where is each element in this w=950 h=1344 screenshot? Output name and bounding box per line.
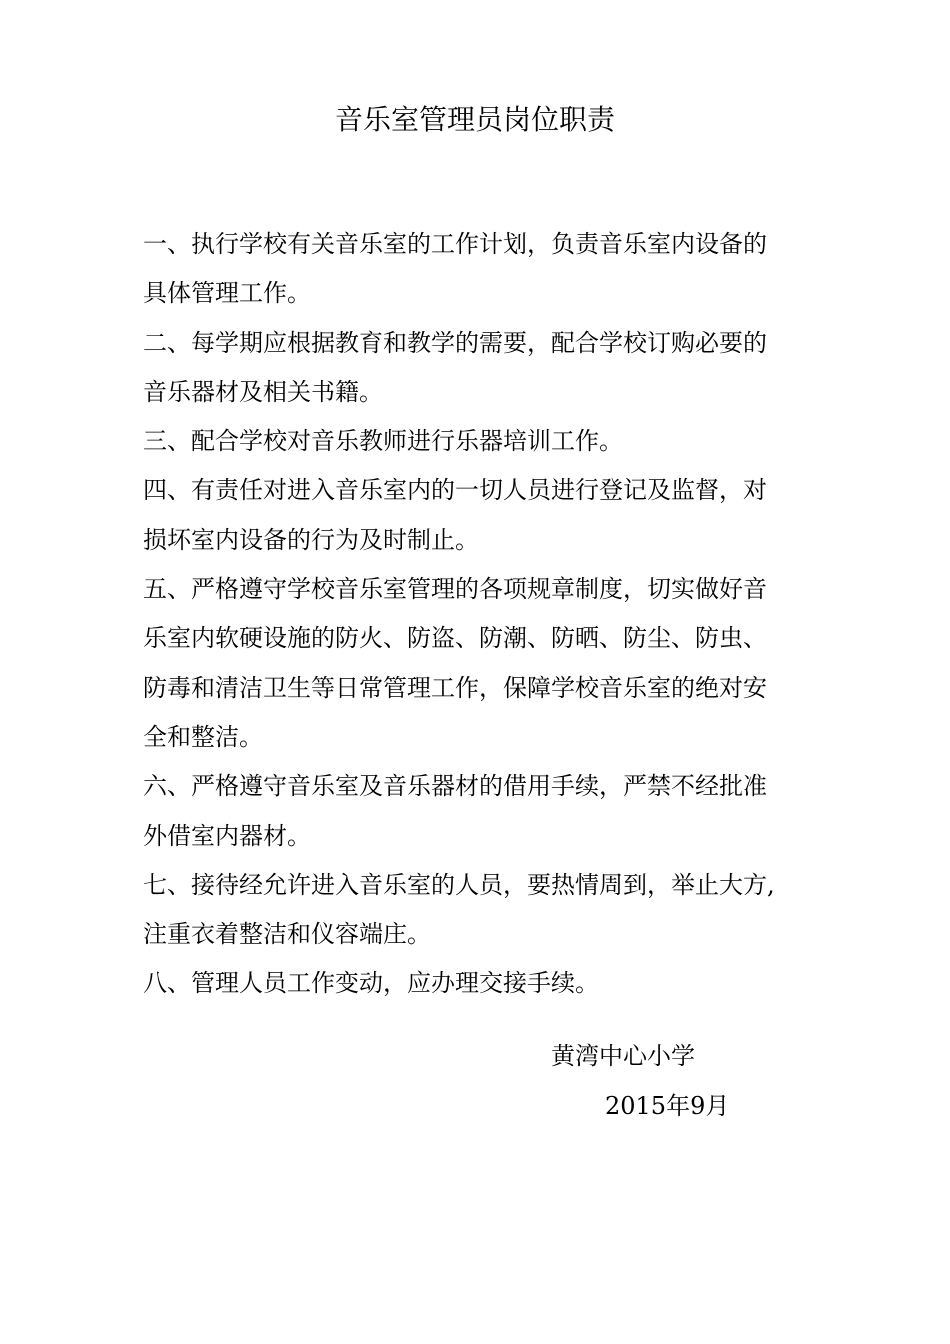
duty-item-3: 三、配合学校对音乐教师进行乐器培训工作。 (143, 427, 623, 456)
duty-item-6: 六、严格遵守音乐室及音乐器材的借用手续，严禁不经批准外借室内器材。 (143, 772, 767, 850)
duty-item-2: 二、每学期应根据教育和教学的需要，配合学校订购必要的音乐器材及相关书籍。 (143, 328, 767, 406)
duty-item-4: 四、有责任对进入音乐室内的一切人员进行登记及监督，对损坏室内设备的行为及时制止。 (143, 476, 767, 554)
document-title: 音乐室管理员岗位职责 (334, 103, 615, 136)
signature-date: 2015年9月 (605, 1092, 730, 1120)
document-body (143, 220, 783, 1009)
duty-item-7: 七、接待经允许进入音乐室的人员，要热情周到，举止大方,注重衣着整洁和仪容端庄。 (143, 870, 775, 949)
duty-item-5: 五、严格遵守学校音乐室管理的各项规章制度，切实做好音乐室内软硬设施的防火、防盗、防潮、防晒、防尘、防虫、防毒和清洁卫生等日常管理工作，保障学校音乐室的绝对安全和整洁。 (143, 575, 767, 751)
duty-item-1: 一、执行学校有关音乐室的工作计划，负责音乐室内设备的具体管理工作。 (143, 230, 767, 308)
duty-item-8: 八、管理人员工作变动，应办理交接手续。 (143, 969, 599, 998)
signature-organization: 黄湾中心小学 (551, 1042, 695, 1070)
